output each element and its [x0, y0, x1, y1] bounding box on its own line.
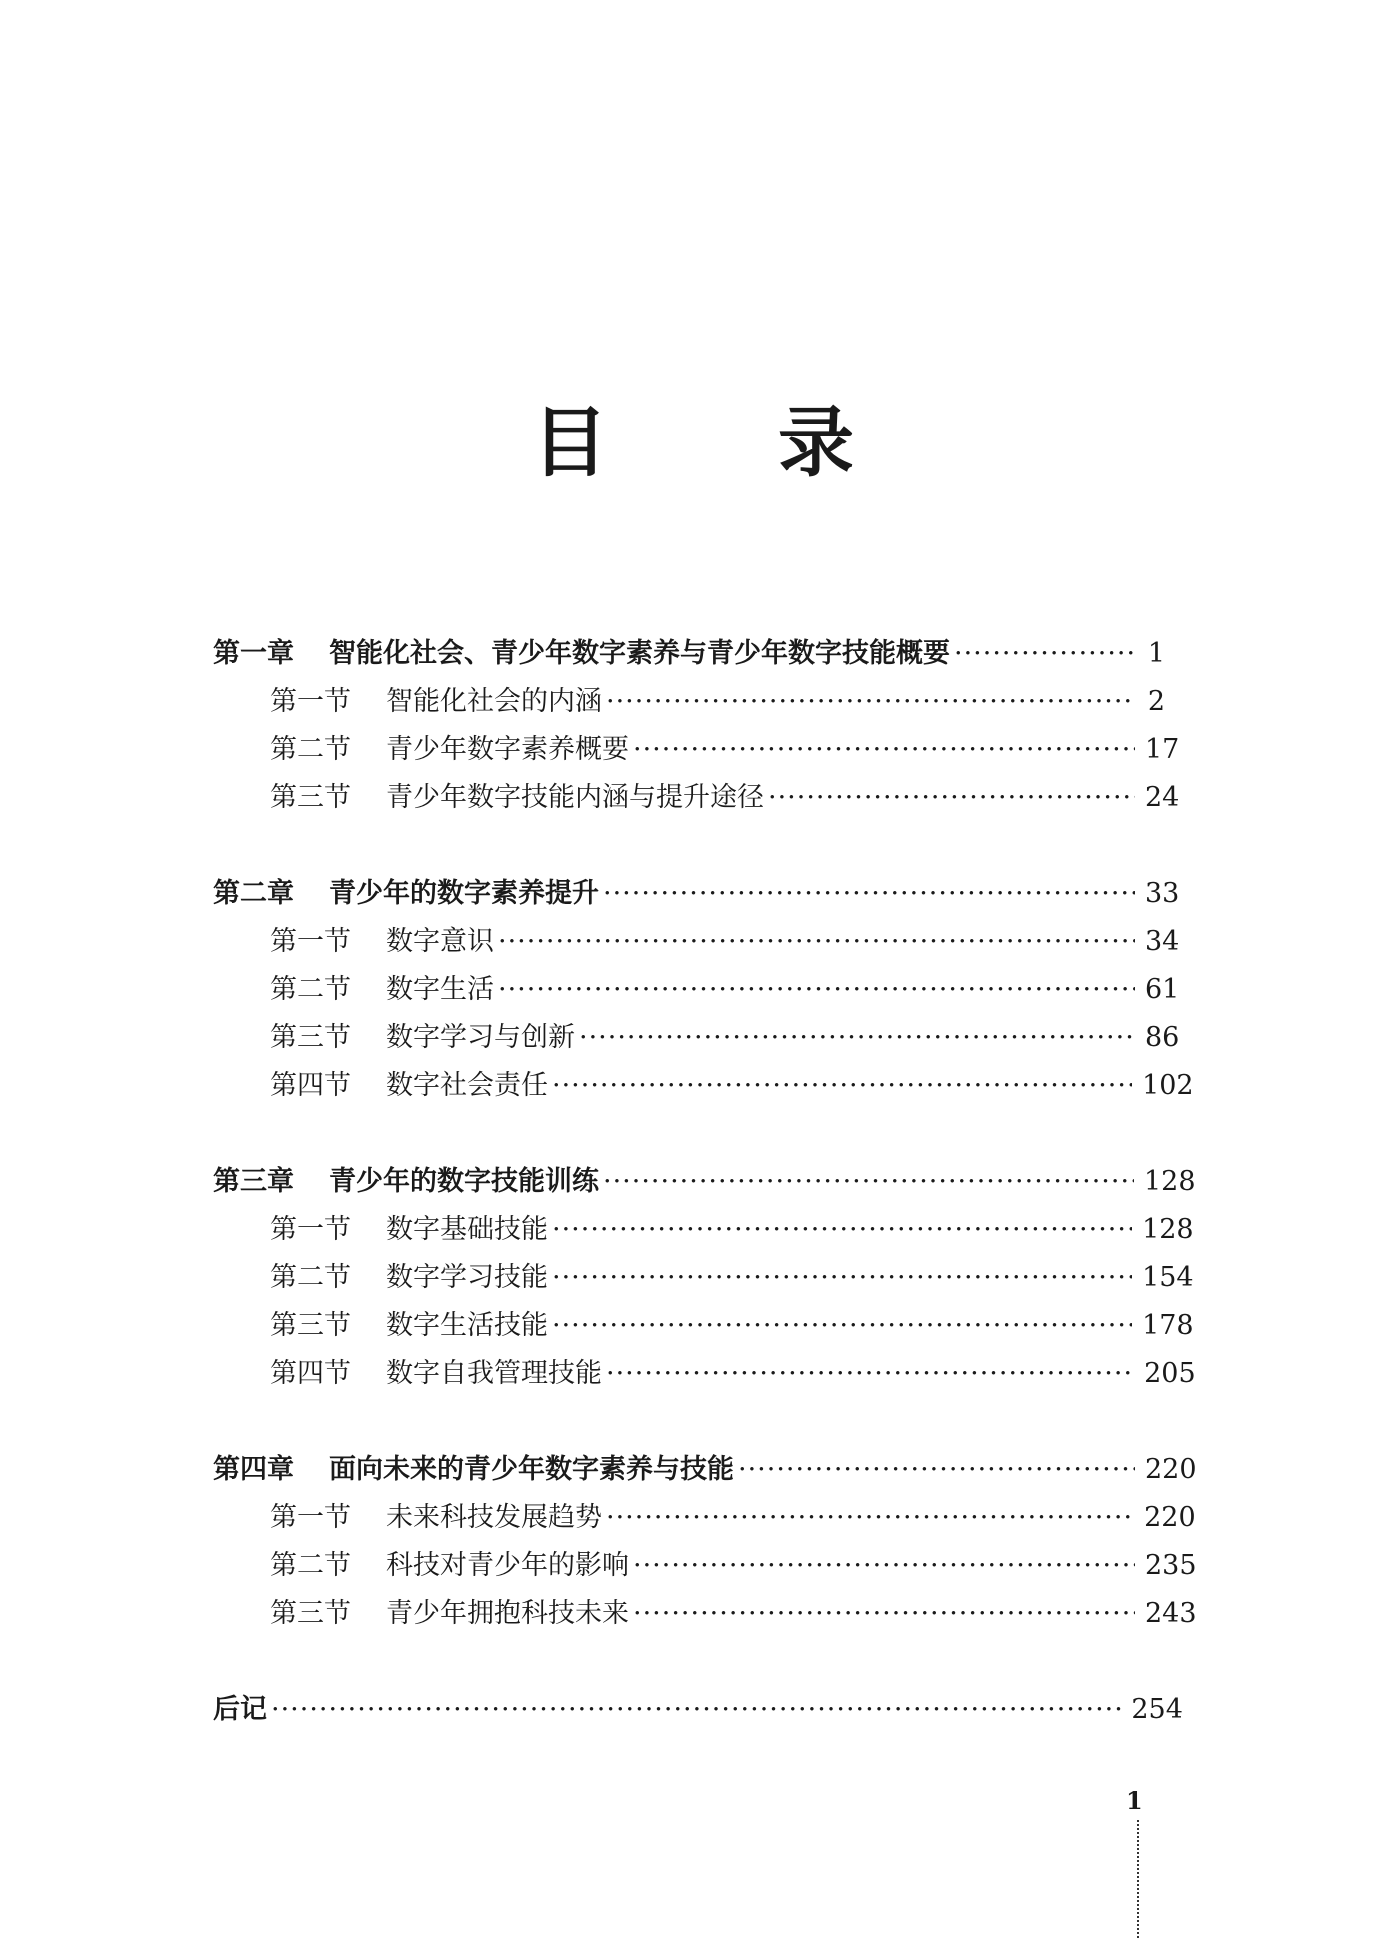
- toc-section-1-3[interactable]: [213, 774, 1180, 822]
- section-number: 第一节: [270, 1214, 351, 1245]
- chapter-title: 面向未来的青少年数字素养与技能: [329, 1454, 734, 1485]
- toc-section-4-1[interactable]: [213, 1494, 1196, 1542]
- section-number: 第二节: [270, 1550, 351, 1581]
- page-number: 24: [1145, 782, 1180, 813]
- leader-dots: [738, 1446, 1135, 1494]
- section-title: 青少年拥抱科技未来: [386, 1598, 629, 1629]
- chapter-number: 第一章: [213, 638, 294, 669]
- section-number: 第四节: [270, 1358, 351, 1389]
- page-number: 243: [1145, 1598, 1197, 1629]
- section-title: 数字自我管理技能: [386, 1358, 602, 1389]
- chapter-number: 第二章: [213, 878, 294, 909]
- section-title: 未来科技发展趋势: [386, 1502, 602, 1533]
- leader-dots: [552, 1062, 1132, 1110]
- page-number: 86: [1145, 1022, 1180, 1053]
- section-title: 青少年数字技能内涵与提升途径: [386, 782, 764, 813]
- leader-dots: [603, 870, 1135, 918]
- chapter-number: 第三章: [213, 1166, 294, 1197]
- section-number: 第二节: [270, 1262, 351, 1293]
- chapter-spacer: [213, 1110, 1165, 1158]
- page-number: 154: [1142, 1262, 1194, 1293]
- leader-dots: [606, 1350, 1134, 1398]
- section-title: 智能化社会的内涵: [386, 686, 602, 717]
- page-number: 220: [1144, 1502, 1196, 1533]
- chapter-spacer: [213, 822, 1165, 870]
- folio-dotted-rule: [1137, 1820, 1139, 1938]
- page-number: 34: [1145, 926, 1180, 957]
- section-title: 数字学习与创新: [386, 1022, 575, 1053]
- section-title: 数字生活技能: [386, 1310, 548, 1341]
- toc-chapter-2[interactable]: [213, 870, 1180, 918]
- leader-dots: [954, 630, 1135, 678]
- table-of-contents: [213, 630, 1197, 1734]
- chapter-title: 青少年的数字素养提升: [329, 878, 599, 909]
- page-number: 102: [1142, 1070, 1194, 1101]
- leader-dots: [633, 1542, 1135, 1590]
- leader-dots: [603, 1158, 1134, 1206]
- toc-section-3-2[interactable]: [213, 1254, 1194, 1302]
- section-number: 第二节: [270, 974, 351, 1005]
- toc-section-2-3[interactable]: [213, 1014, 1180, 1062]
- section-number: 第四节: [270, 1070, 351, 1101]
- title-char-1: 目: [532, 398, 608, 487]
- section-title: 青少年数字素养概要: [386, 734, 629, 765]
- page-number: 1: [1147, 638, 1165, 669]
- page-number: 33: [1145, 878, 1180, 909]
- chapter-spacer: [213, 1398, 1165, 1446]
- toc-section-3-1[interactable]: [213, 1206, 1194, 1254]
- toc-section-2-1[interactable]: [213, 918, 1180, 966]
- section-title: 科技对青少年的影响: [386, 1550, 629, 1581]
- section-title: 数字基础技能: [386, 1214, 548, 1245]
- page-number: 128: [1142, 1214, 1194, 1245]
- section-number: 第三节: [270, 1598, 351, 1629]
- toc-section-4-2[interactable]: [213, 1542, 1197, 1590]
- page-number: 2: [1147, 686, 1165, 717]
- section-number: 第三节: [270, 782, 351, 813]
- section-number: 第一节: [270, 1502, 351, 1533]
- section-number: 第一节: [270, 926, 351, 957]
- toc-section-2-4[interactable]: [213, 1062, 1194, 1110]
- leader-dots: [606, 1494, 1134, 1542]
- toc-chapter-1[interactable]: [213, 630, 1165, 678]
- leader-dots: [552, 1302, 1132, 1350]
- leader-dots: [271, 1686, 1121, 1734]
- page-number: 220: [1145, 1454, 1197, 1485]
- leader-dots: [552, 1254, 1132, 1302]
- afterword-title: 后记: [213, 1694, 267, 1725]
- section-title: 数字意识: [386, 926, 494, 957]
- leader-dots: [498, 966, 1135, 1014]
- leader-dots: [768, 774, 1135, 822]
- section-number: 第二节: [270, 734, 351, 765]
- section-title: 数字学习技能: [386, 1262, 548, 1293]
- section-number: 第一节: [270, 686, 351, 717]
- section-number: 第三节: [270, 1022, 351, 1053]
- chapter-title: 青少年的数字技能训练: [329, 1166, 599, 1197]
- page-number: 205: [1144, 1358, 1196, 1389]
- toc-section-3-4[interactable]: [213, 1350, 1196, 1398]
- section-title: 数字生活: [386, 974, 494, 1005]
- page-number: 235: [1145, 1550, 1197, 1581]
- toc-afterword[interactable]: [213, 1686, 1183, 1734]
- page-number: 128: [1144, 1166, 1196, 1197]
- toc-section-2-2[interactable]: [213, 966, 1180, 1014]
- leader-dots: [633, 726, 1135, 774]
- folio-page-number: 1: [1126, 1786, 1143, 1815]
- leader-dots: [606, 678, 1135, 726]
- toc-chapter-4[interactable]: [213, 1446, 1197, 1494]
- section-title: 数字社会责任: [386, 1070, 548, 1101]
- chapter-spacer: [213, 1638, 1165, 1686]
- toc-chapter-3[interactable]: [213, 1158, 1196, 1206]
- page-number: 61: [1145, 974, 1180, 1005]
- toc-section-1-1[interactable]: [213, 678, 1165, 726]
- toc-section-3-3[interactable]: [213, 1302, 1194, 1350]
- chapter-title: 智能化社会、青少年数字素养与青少年数字技能概要: [329, 638, 950, 669]
- leader-dots: [579, 1014, 1135, 1062]
- page-title: [0, 398, 1386, 488]
- page-number: 17: [1145, 734, 1180, 765]
- chapter-number: 第四章: [213, 1454, 294, 1485]
- leader-dots: [552, 1206, 1132, 1254]
- leader-dots: [498, 918, 1135, 966]
- page-number: 178: [1142, 1310, 1194, 1341]
- title-char-2: 录: [778, 398, 854, 487]
- page-number: 254: [1131, 1694, 1183, 1725]
- section-number: 第三节: [270, 1310, 351, 1341]
- toc-section-1-2[interactable]: [213, 726, 1180, 774]
- toc-section-4-3[interactable]: [213, 1590, 1197, 1638]
- leader-dots: [633, 1590, 1135, 1638]
